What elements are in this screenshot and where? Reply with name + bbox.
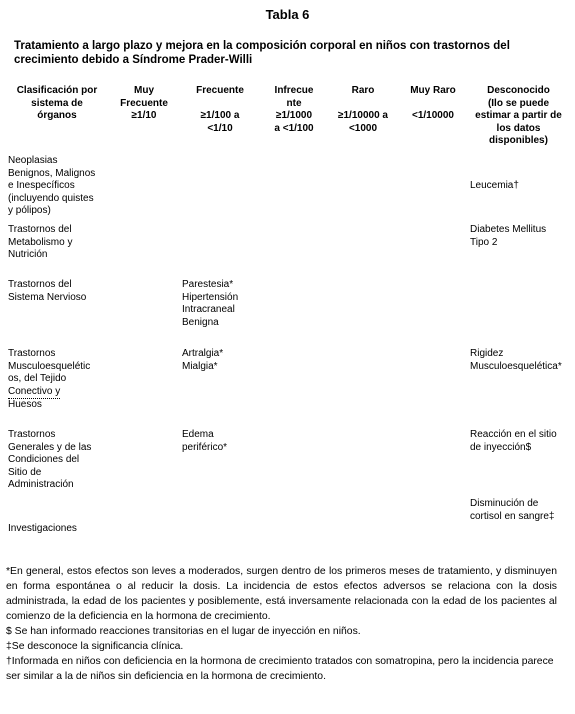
cell-line: os, del Tejido	[8, 373, 67, 384]
frecuente-cell	[180, 224, 260, 279]
header-line	[182, 98, 258, 111]
cell-line: Benigna	[182, 316, 219, 328]
header-line: los datos	[496, 122, 541, 134]
empty-cell	[328, 224, 398, 279]
cell-line: Artralgia*	[182, 348, 224, 359]
header-line: Muy	[134, 85, 154, 96]
cell-line: Sistema Nervioso	[8, 291, 87, 303]
empty-cell	[398, 498, 468, 538]
cell-line: Tipo 2	[470, 236, 498, 248]
cell-line: Hipertensión	[182, 291, 239, 303]
organ-class-cell	[6, 155, 108, 224]
frecuente-cell	[180, 155, 260, 224]
cell-line: Trastornos	[8, 348, 56, 359]
organ-class-cell	[6, 224, 108, 279]
empty-cell	[328, 279, 398, 348]
organ-class-cell	[6, 348, 108, 429]
cell-line: Reacción en el sitio	[470, 429, 557, 440]
empty-cell	[398, 279, 468, 348]
frecuente-cell	[180, 279, 260, 348]
organ-class-cell	[6, 429, 108, 498]
empty-cell	[108, 279, 180, 348]
header-infrecuente	[260, 85, 328, 155]
header-line: <1/10	[207, 122, 233, 134]
header-organ-class	[6, 85, 108, 155]
footnote: *En general, estos efectos son leves a moderados, surgen dentro de los primeros meses de tratamiento, y disminuyen en forma espontánea o al reducir la dosis. La incidencia de estos efectos adversos se relaciona con la dosis administrada, la edad de los pacientes y posiblemente, está inversamente relacionada con la edad de los pacientes al comienzo de la deficiencia en la hormona de crecimiento.	[6, 566, 557, 622]
cell-line: periférico*	[182, 441, 228, 453]
frecuente-cell	[180, 348, 260, 429]
empty-cell	[398, 155, 468, 224]
header-desconocido	[468, 85, 569, 155]
cell-line	[470, 155, 567, 168]
empty-cell	[108, 429, 180, 498]
table-row	[6, 224, 569, 279]
empty-cell	[328, 155, 398, 224]
empty-cell	[260, 155, 328, 224]
empty-cell	[260, 429, 328, 498]
organ-class-cell	[6, 279, 108, 348]
header-line: <1000	[348, 122, 378, 134]
cell-line: Benignos, Malignos	[8, 167, 96, 179]
empty-cell	[108, 498, 180, 538]
table-subtitle: Tratamiento a largo plazo y mejora en la composición corporal en niños con trastornos del crecimiento debido a Síndrome Prader-Willi	[14, 40, 510, 66]
empty-cell	[260, 279, 328, 348]
cell-line: Generales y de las	[8, 441, 92, 453]
cell-line: Conectivo y	[8, 386, 106, 400]
header-line: <1/10000	[412, 110, 454, 121]
cell-line: Disminución de	[470, 498, 539, 509]
empty-cell	[260, 498, 328, 538]
footnotes	[6, 564, 557, 684]
desconocido-cell	[468, 348, 569, 429]
cell-line: Intracraneal	[182, 304, 235, 315]
table-row	[6, 155, 569, 224]
header-line: Frecuente	[196, 85, 244, 96]
header-line: disponibles)	[489, 135, 548, 146]
cell-line: Trastornos del	[8, 279, 72, 290]
table-row	[6, 348, 569, 429]
cell-line: e Inespecíficos	[8, 180, 75, 191]
table-row	[6, 429, 569, 498]
header-line: ≥1/10000 a	[338, 110, 388, 121]
footnote: ‡Se desconoce la significancia clínica.	[6, 641, 184, 652]
cell-line: (incluyendo quistes	[8, 192, 94, 204]
adverse-effects-table	[6, 85, 569, 538]
table-title: Tabla 6	[265, 7, 310, 22]
header-line: Desconocido	[487, 85, 550, 96]
header-line: nte	[286, 97, 302, 109]
header-raro	[328, 85, 398, 155]
cell-line: Metabolismo y	[8, 236, 73, 248]
cell-line: Edema	[182, 429, 214, 440]
table-row	[6, 279, 569, 348]
header-line: órganos	[37, 110, 77, 121]
cell-line: Parestesia*	[182, 279, 234, 290]
cell-line: Administración	[8, 479, 74, 490]
empty-cell	[398, 348, 468, 429]
cell-line	[8, 498, 106, 511]
organ-class-cell	[6, 498, 108, 538]
cell-line	[470, 168, 567, 181]
cell-line: Neoplasias	[8, 155, 58, 166]
cell-line	[8, 511, 106, 524]
cell-line: Mialgia*	[182, 360, 218, 372]
header-line	[330, 98, 396, 111]
desconocido-cell	[468, 279, 569, 348]
cell-line: cortisol en sangre‡	[470, 510, 555, 522]
empty-cell	[260, 224, 328, 279]
header-line: Clasificación por	[16, 85, 98, 96]
desconocido-cell	[468, 155, 569, 224]
header-row	[6, 85, 569, 155]
empty-cell	[398, 429, 468, 498]
cell-line: y pólipos)	[8, 205, 51, 216]
table-body	[6, 155, 569, 538]
header-line: Muy Raro	[410, 85, 456, 96]
header-line: ≥1/1000	[275, 110, 313, 121]
empty-cell	[328, 429, 398, 498]
header-line: a <1/100	[274, 122, 314, 134]
cell-line: Diabetes Mellitus	[470, 224, 547, 235]
cell-line: Trastornos del	[8, 224, 72, 235]
cell-line: Trastornos	[8, 429, 56, 440]
table-row	[6, 498, 569, 538]
empty-cell	[398, 224, 468, 279]
header-line: estimar a partir de	[475, 110, 562, 121]
footnote: †Informada en niños con deficiencia en la hormona de crecimiento tratados con somatropina, pero la incidencia parece ser similar a la de niños sin deficiencia en la hormona de crecimiento.	[6, 656, 554, 682]
header-line: Frecuente	[120, 97, 168, 109]
empty-cell	[108, 348, 180, 429]
cell-line: Huesos	[8, 399, 42, 410]
header-muy-raro	[398, 85, 468, 155]
desconocido-cell	[468, 429, 569, 498]
header-line: sistema de	[31, 97, 83, 109]
header-line: ≥1/10	[131, 110, 157, 121]
header-line: Raro	[351, 85, 375, 96]
header-line: ≥1/100 a	[200, 110, 240, 121]
cell-line: Musculoesquelética*	[470, 360, 562, 372]
frecuente-cell	[180, 429, 260, 498]
header-line	[400, 98, 466, 111]
empty-cell	[328, 348, 398, 429]
cell-line: Condiciones del	[8, 454, 80, 465]
footnote: $ Se han informado reacciones transitorias en el lugar de inyección en niños.	[6, 626, 361, 637]
frecuente-cell	[180, 498, 260, 538]
header-muy-frecuente	[108, 85, 180, 155]
empty-cell	[328, 498, 398, 538]
empty-cell	[260, 348, 328, 429]
cell-line: Sitio de	[8, 466, 42, 478]
empty-cell	[108, 155, 180, 224]
empty-cell	[108, 224, 180, 279]
desconocido-cell	[468, 224, 569, 279]
header-line: Infrecue	[274, 85, 314, 96]
header-frecuente	[180, 85, 260, 155]
cell-line: Rigidez	[470, 348, 504, 359]
header-line: (Ilo se puede	[487, 97, 550, 109]
cell-line: Musculoesquelétic	[8, 360, 91, 372]
cell-line: Investigaciones	[8, 523, 77, 534]
cell-line: Nutrición	[8, 249, 48, 260]
desconocido-cell	[468, 498, 569, 538]
cell-line: Leucemia†	[470, 180, 519, 191]
cell-line: de inyección$	[470, 441, 532, 453]
